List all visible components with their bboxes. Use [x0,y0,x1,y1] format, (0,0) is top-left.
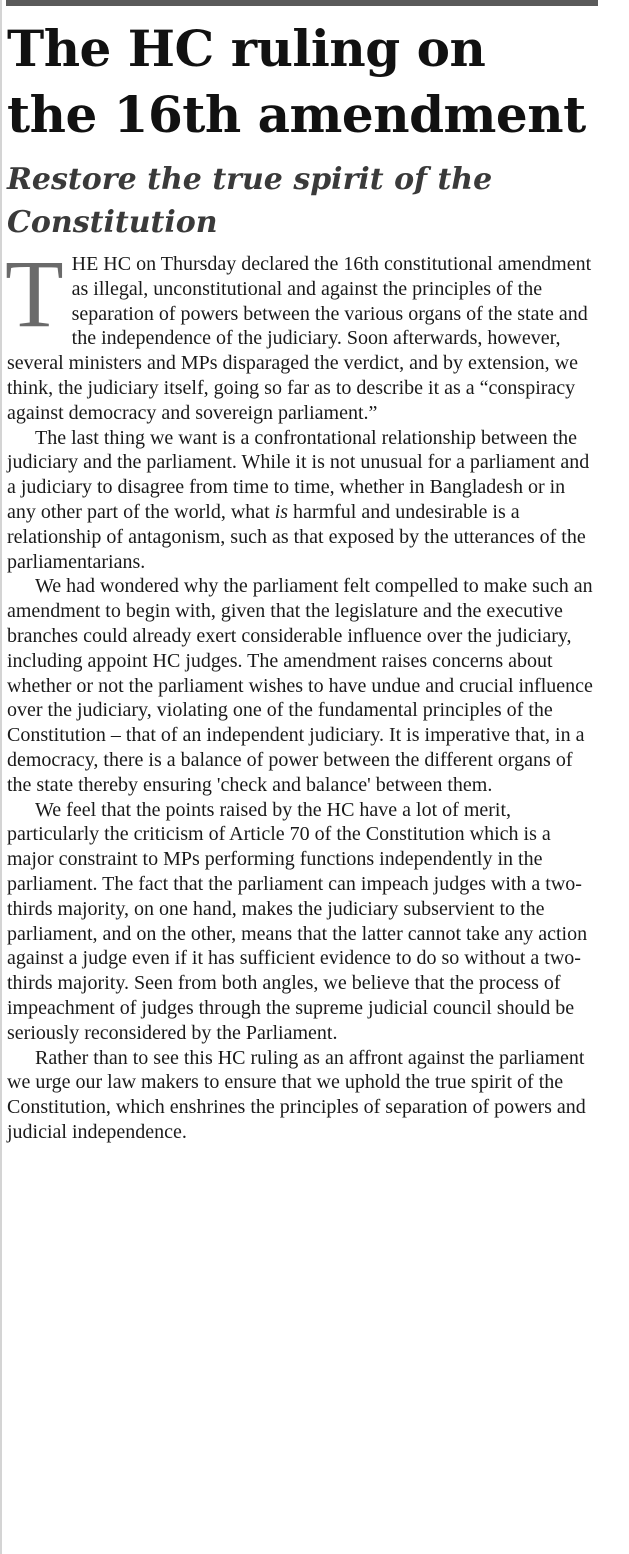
column-top-rule [6,0,598,6]
subheadline-line-1: Restore the true spirit of the [7,162,493,197]
paragraph-3: We had wondered why the parliament felt compelled to make such an amendment to begin with, given that the legislature and the executive branches could already exert considerable influence over the judiciary, including appoint HC judges. The amendment raises concerns about whether or not the parliament wishes to have undue and crucial influence over the judiciary, violating one of the fundamental principles of the Constitution – that of an independent judiciary. It is imperative that, in a democracy, there is a balance of power between the different organs of the state thereby ensuring 'check and balance' between them. [7,575,593,796]
paragraph-2-text-b: harmful and undesirable is a relationship of antagonism, such as that exposed by the utterances of the parliamentarians. [7,500,586,573]
headline [7,16,599,148]
headline-line-1: The HC ruling on [7,19,486,78]
paragraph-5: Rather than to see this HC ruling as an affront against the parliament we urge our law makers to ensure that we uphold the true spirit of the Constitution, which enshrines the principles of separation of powers and judicial independence. [7,1046,586,1143]
paragraph-4: We feel that the points raised by the HC have a lot of merit, particularly the criticism of Article 70 of the Constitution which is a major constraint to MPs performing functions independently in the parliament. The fact that the parliament can impeach judges with a two-thirds majority, on one hand, makes the judiciary subservient to the parliament, and on the other, means that the latter cannot take any action against a judge even if it has sufficient evidence to do so without a two-thirds majority. Seen from both angles, we believe that the process of impeachment of judges through the supreme judicial council should be seriously reconsidered by the Parliament. [7,798,588,1044]
drop-cap: T [5,240,64,347]
paragraph-2-emphasis: is [274,500,289,523]
paragraph-1 [5,240,599,426]
article-body [5,240,599,1145]
column-left-rule [0,0,2,1554]
paragraph-2-text-a: The last thing we want is a confrontational relationship between the judiciary and the parliament. While it is not unusual for a parliament and a judiciary to disagree from time to time, whether in Bangladesh or in any other part of the world, what [7,426,590,523]
paragraph-1-text: HE HC on Thursday declared the 16th constitutional amendment as illegal, unconstitutional and against the principles of the separation of powers between the various organs of the state and the independence of the judiciary. Soon afterwards, however, several ministers and MPs disparaged the verdict, and by extension, we think, the judiciary itself, going so far as to describe it as a “conspiracy against democracy and sovereign parliament.” [7,253,592,424]
editorial-article [7,16,599,1145]
headline-line-2: the 16th amendment [7,85,586,144]
paragraph-2 [7,426,599,575]
subheadline [7,158,599,244]
subheadline-line-2: Constitution [7,205,218,240]
